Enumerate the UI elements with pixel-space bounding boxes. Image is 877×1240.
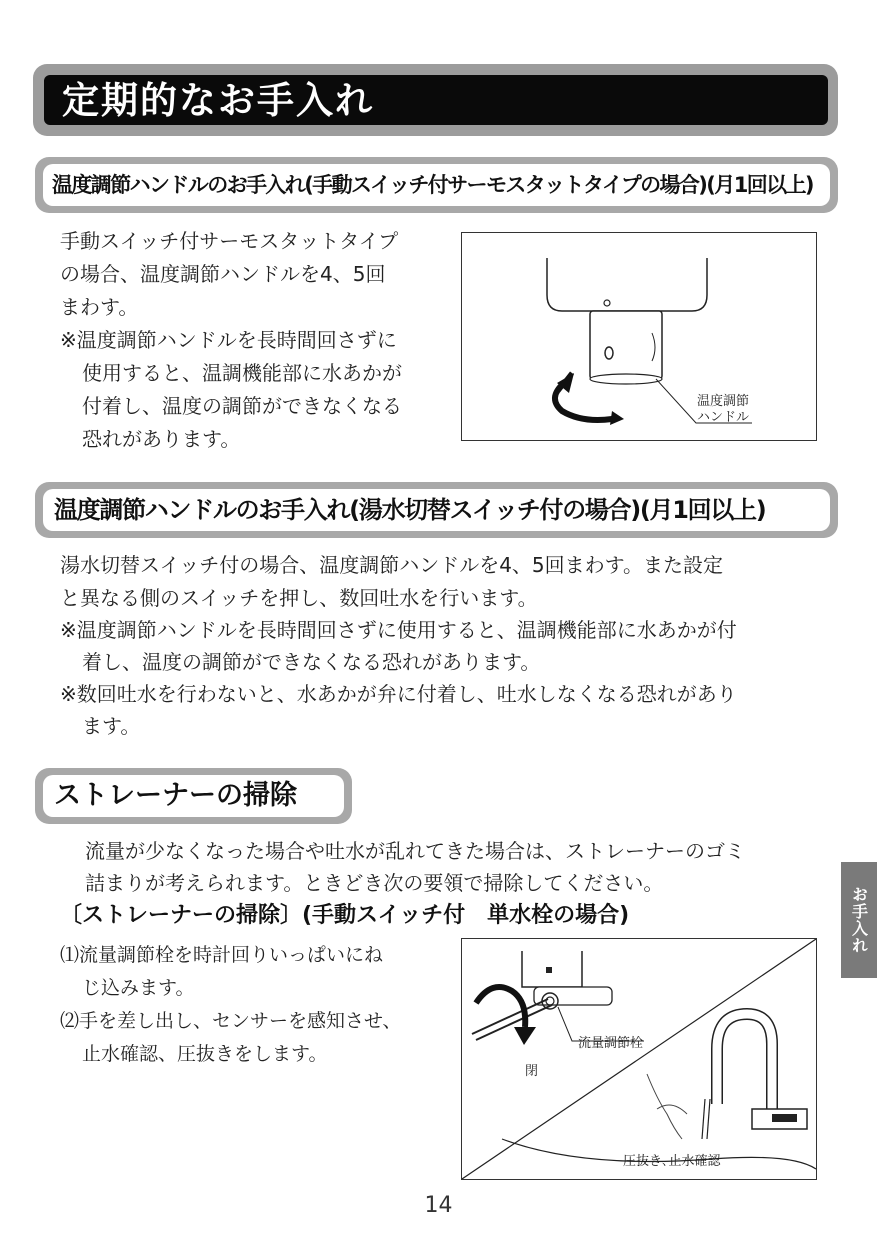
section2-text-line: と異なる側のスイッチを押し、数回吐水を行います。	[60, 586, 538, 610]
section-side-tab: お手入れ	[841, 862, 877, 978]
close-label: 閉	[525, 1064, 539, 1079]
section1-text-line: の場合、温度調節ハンドルを4、5回	[60, 262, 386, 286]
strainer-figure	[461, 938, 817, 1180]
section3-intro-line: 流量が少なくなった場合や吐水が乱れてきた場合は、ストレーナーのゴミ	[85, 839, 745, 863]
section3-intro-line: 詰まりが考えられます。ときどき次の要領で掃除してください。	[85, 871, 664, 895]
handle-label: ハンドル	[697, 410, 750, 425]
section3-subheading: 〔ストレーナーの掃除〕(手動スイッチ付 単水栓の場合)	[60, 903, 630, 928]
section1-note-line: ※温度調節ハンドルを長時間回さずに	[60, 328, 397, 352]
handle-illustration	[462, 233, 816, 440]
section3-step: 止水確認、圧抜きをします。	[82, 1043, 328, 1065]
release-label: 圧抜き､止水確認	[623, 1154, 721, 1169]
section2-heading: 温度調節ハンドルのお手入れ(湯水切替スイッチ付の場合)(月1回以上)	[54, 496, 766, 524]
section2-note-line: 着し、温度の調節ができなくなる恐れがあります。	[82, 650, 541, 674]
handle-label: 温度調節	[697, 394, 750, 409]
section1-heading: 温度調節ハンドルのお手入れ(手動スイッチ付サーモスタットタイプの場合)(月1回以上)	[52, 173, 813, 197]
section1-text-line: まわす。	[60, 295, 139, 319]
section2-note-line: ※温度調節ハンドルを長時間回さずに使用すると、温調機能部に水あかが付	[60, 618, 737, 642]
section1-note-line: 付着し、温度の調節ができなくなる	[82, 394, 402, 418]
section3-step: ⑴流量調節栓を時計回りいっぱいにね	[60, 944, 384, 966]
section3-step: じ込みます。	[82, 977, 195, 999]
strainer-illustration	[462, 939, 816, 1179]
page-title: 定期的なお手入れ	[62, 79, 374, 122]
section2-note-line: ※数回吐水を行わないと、水あかが弁に付着し、吐水しなくなる恐れがあり	[60, 682, 737, 706]
section3-step: ⑵手を差し出し、センサーを感知させ、	[60, 1010, 402, 1032]
section2-note-line: ます。	[82, 714, 141, 738]
section1-note-line: 使用すると、温調機能部に水あかが	[82, 361, 402, 385]
section1-note-line: 恐れがあります。	[82, 427, 241, 451]
valve-label: 流量調節栓	[578, 1036, 644, 1051]
section3-heading: ストレーナーの掃除	[54, 780, 297, 811]
section1-text-line: 手動スイッチ付サーモスタットタイプ	[60, 229, 399, 253]
page-number: 14	[424, 1193, 453, 1218]
section2-text-line: 湯水切替スイッチ付の場合、温度調節ハンドルを4、5回まわす。また設定	[60, 553, 724, 577]
handle-figure	[461, 232, 817, 441]
